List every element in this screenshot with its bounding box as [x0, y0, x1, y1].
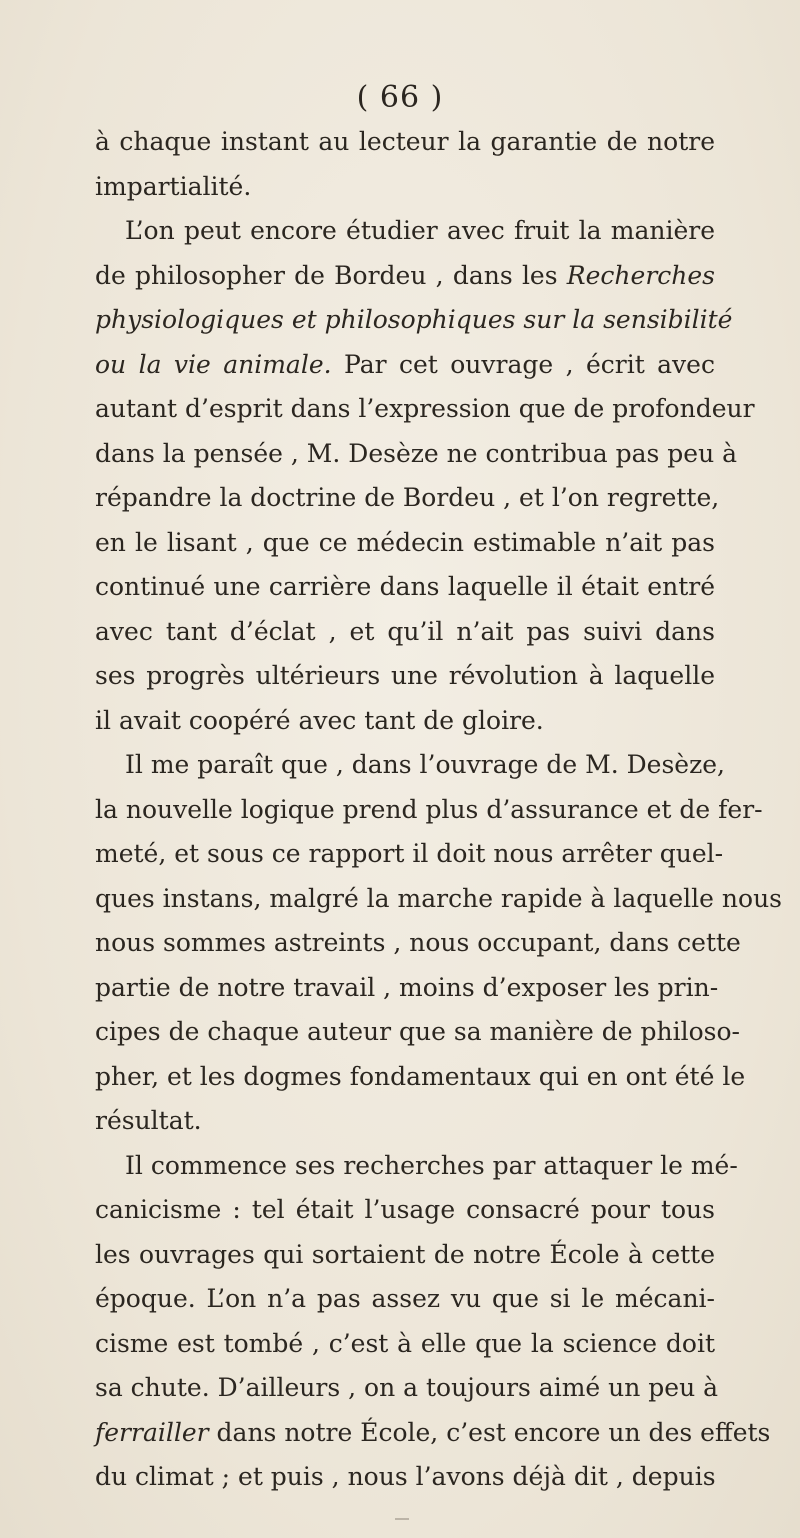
italic-text-span: physiologiques et philosophiques sur la sensibilité — [95, 305, 733, 334]
text-line — [95, 120, 715, 165]
text-line — [95, 1277, 715, 1322]
text-span: meté, et sous ce rapport il doit nous arrêter quel- — [95, 839, 724, 868]
text-line — [95, 209, 715, 254]
text-span: à chaque instant au lecteur la garantie de notre — [95, 127, 715, 156]
text-line — [95, 298, 733, 343]
text-line — [95, 1055, 746, 1100]
body-text — [95, 120, 782, 1500]
text-span: de philosopher de Bordeu , dans les — [95, 260, 567, 290]
text-line — [95, 343, 715, 388]
text-line — [95, 966, 719, 1011]
text-line — [95, 1366, 719, 1411]
text-line — [95, 1322, 715, 1367]
text-line — [95, 699, 715, 744]
text-span: nous sommes astreints , nous occupant, dans cette — [95, 928, 741, 957]
text-line — [95, 387, 755, 432]
text-span: cisme est tombé , c’est à elle que la science doit — [95, 1328, 715, 1358]
text-line — [95, 743, 725, 788]
text-line — [95, 921, 741, 966]
text-line — [95, 877, 782, 922]
text-line — [95, 165, 715, 210]
paper-blemish — [395, 1518, 409, 1520]
text-span: les ouvrages qui sortaient de notre École à cette — [95, 1239, 715, 1269]
text-span: impartialité. — [95, 171, 252, 201]
text-span: partie de notre travail , moins d’exposer les prin- — [95, 972, 719, 1002]
text-line — [95, 1188, 715, 1233]
text-span: du climat ; et puis , nous l’avons déjà dit , depuis — [95, 1462, 716, 1491]
text-span: avec tant d’éclat , et qu’il n’ait pas suivi dans — [95, 616, 715, 646]
text-line — [95, 1099, 715, 1144]
text-span: sa chute. D’ailleurs , on a toujours aimé un peu à — [95, 1373, 719, 1402]
text-line — [95, 1144, 738, 1189]
text-span: dans la pensée , M. Desèze ne contribua pas peu à — [95, 438, 738, 468]
text-line — [95, 565, 715, 610]
text-span: canicisme : tel était l’usage consacré pour tous — [95, 1195, 715, 1224]
text-span: la nouvelle logique prend plus d’assurance et de fer- — [95, 794, 763, 824]
page-number: ( 66 ) — [356, 80, 444, 115]
text-span: ses progrès ultérieurs une révolution à laquelle — [95, 661, 715, 690]
text-line — [95, 1010, 740, 1055]
text-line — [95, 476, 720, 521]
italic-text-span: Recherches — [566, 260, 715, 290]
italic-text-span: ferrailler — [95, 1417, 209, 1447]
text-line — [95, 832, 724, 877]
text-line — [95, 1411, 771, 1456]
text-span: résultat. — [95, 1106, 202, 1135]
text-span: en le lisant , que ce médecin estimable n’ait pas — [95, 527, 715, 557]
text-span: dans notre École, c’est encore un des effets — [208, 1417, 771, 1447]
text-span: Il commence ses recherches par attaquer le mé- — [125, 1150, 738, 1180]
text-line — [95, 521, 715, 566]
text-line — [95, 1455, 715, 1500]
italic-text-span: ou la vie animale. — [95, 349, 332, 379]
text-span: ques instans, malgré la marche rapide à laquelle nous — [95, 883, 782, 913]
text-line — [95, 1233, 715, 1278]
text-span: autant d’esprit dans l’expression que de profondeur — [95, 394, 755, 423]
text-span: époque. L’on n’a pas assez vu que si le mécani- — [95, 1284, 715, 1313]
text-line — [95, 610, 715, 655]
text-line — [95, 432, 738, 477]
text-span: il avait coopéré avec tant de gloire. — [95, 705, 544, 735]
text-span: pher, et les dogmes fondamentaux qui en ont été le — [95, 1061, 746, 1091]
text-line — [95, 788, 763, 833]
text-span: Il me paraît que , dans l’ouvrage de M. Desèze, — [125, 750, 725, 779]
text-line — [95, 254, 715, 299]
text-span: Par cet ouvrage , écrit avec — [331, 349, 715, 379]
text-span: répandre la doctrine de Bordeu , et l’on regrette, — [95, 483, 720, 512]
text-line — [95, 654, 715, 699]
text-span: L’on peut encore étudier avec fruit la manière — [125, 216, 715, 245]
text-span: continué une carrière dans laquelle il était entré — [95, 572, 715, 601]
text-span: cipes de chaque auteur que sa manière de philoso- — [95, 1017, 740, 1046]
